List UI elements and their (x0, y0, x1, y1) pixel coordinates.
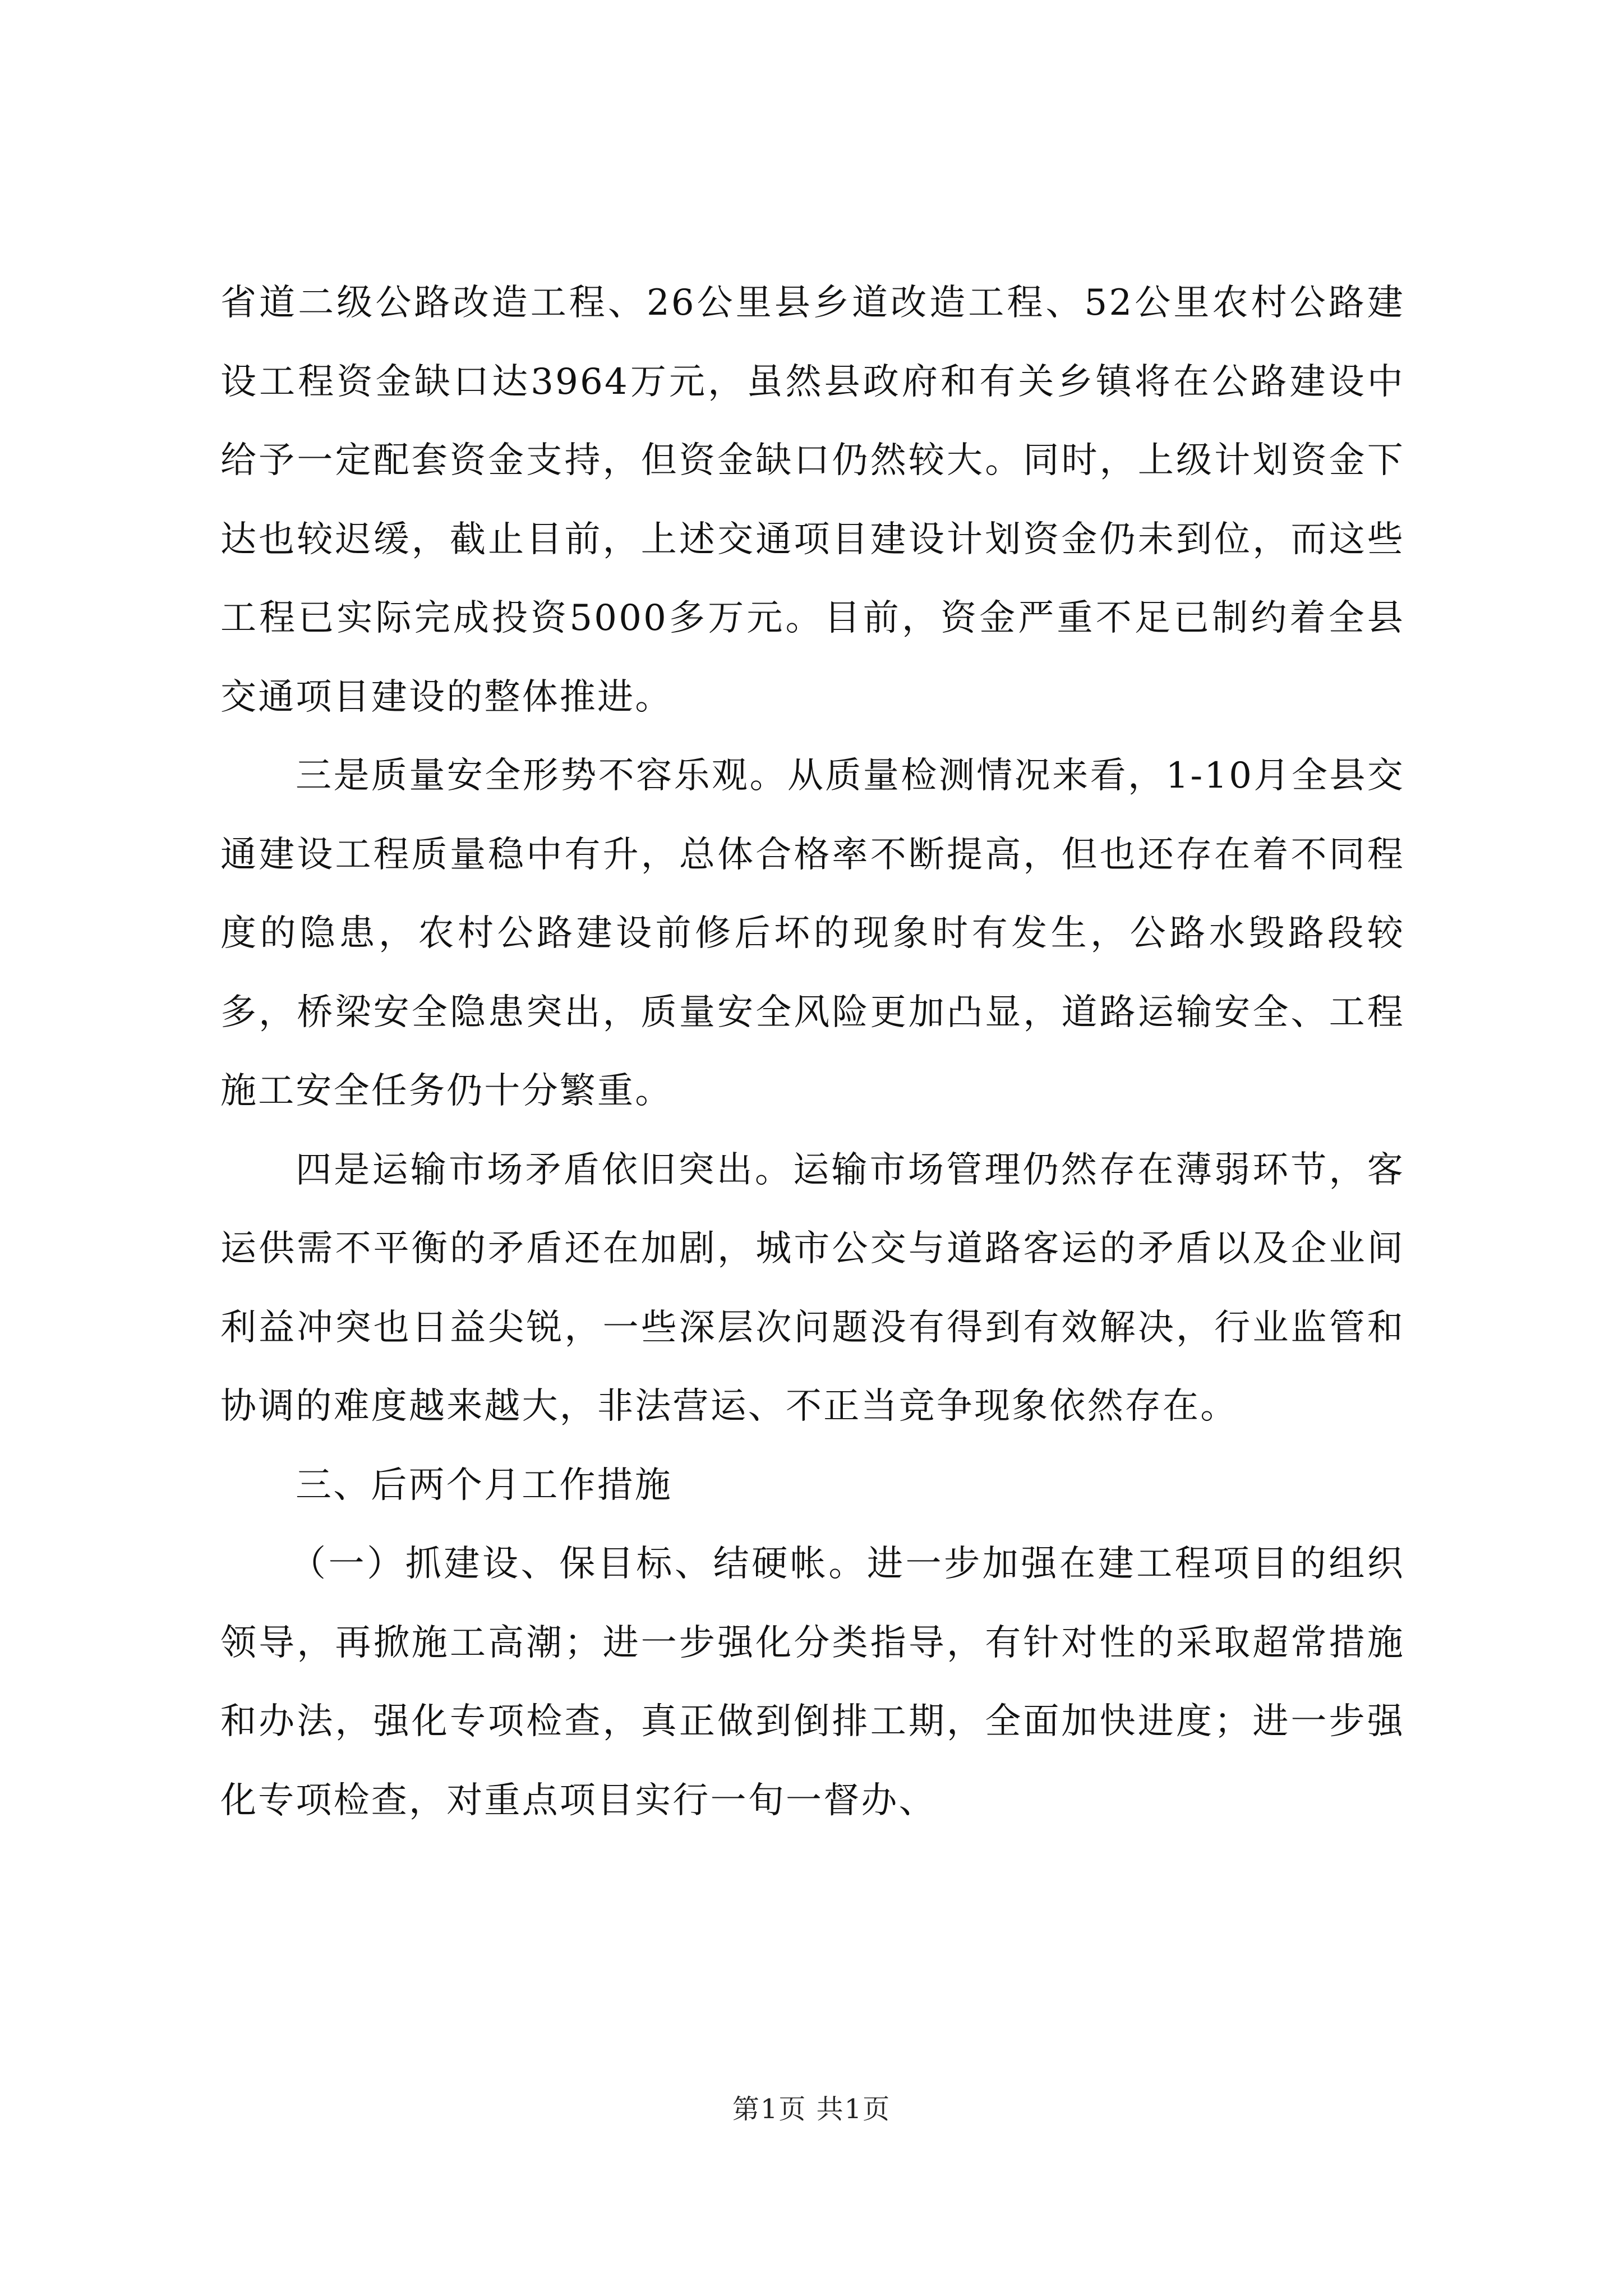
paragraph-quality-safety: 三是质量安全形势不容乐观。从质量检测情况来看，1-10月全县交通建设工程质量稳中有升，总体合格率不断提高，但也还存在着不同程度的隐患，农村公路建设前修后坏的现象时有发生，公路水毁路段较多，桥梁安全隐患突出，质量安全风险更加凸显，道路运输安全、工程施工安全任务仍十分繁重。 (220, 755, 1405, 1112)
paragraph-measure-one: （一）抓建设、保目标、结硬帐。进一步加强在建工程项目的组织领导，再掀施工高潮；进一步强化分类指导，有针对性的采取超常措施和办法，强化专项检查，真正做到倒排工期，全面加快进度；进一步强化专项检查，对重点项目实行一旬一督办、 (220, 1543, 1405, 1821)
section-heading-measures: 三、后两个月工作措施 (296, 1464, 672, 1506)
paragraph-transport-market: 四是运输市场矛盾依旧突出。运输市场管理仍然存在薄弱环节，客运供需不平衡的矛盾还在加剧，城市公交与道路客运的矛盾以及企业间利益冲突也日益尖锐，一些深层次问题没有得到有效解决，行业监管和协调的难度越来越大，非法营运、不正当竞争现象依然存在。 (220, 1149, 1405, 1427)
document-body (220, 264, 1405, 1840)
page-footer: 第1页 共1页 (732, 2093, 891, 2125)
paragraph-funding-gap: 省道二级公路改造工程、26公里县乡道改造工程、52公里农村公路建设工程资金缺口达3964万元，虽然县政府和有关乡镇将在公路建设中给予一定配套资金支持，但资金缺口仍然较大。同时，上级计划资金下达也较迟缓，截止目前，上述交通项目建设计划资金仍未到位，而这些工程已实际完成投资5000多万元。目前，资金严重不足已制约着全县交通项目建设的整体推进。 (220, 282, 1405, 718)
